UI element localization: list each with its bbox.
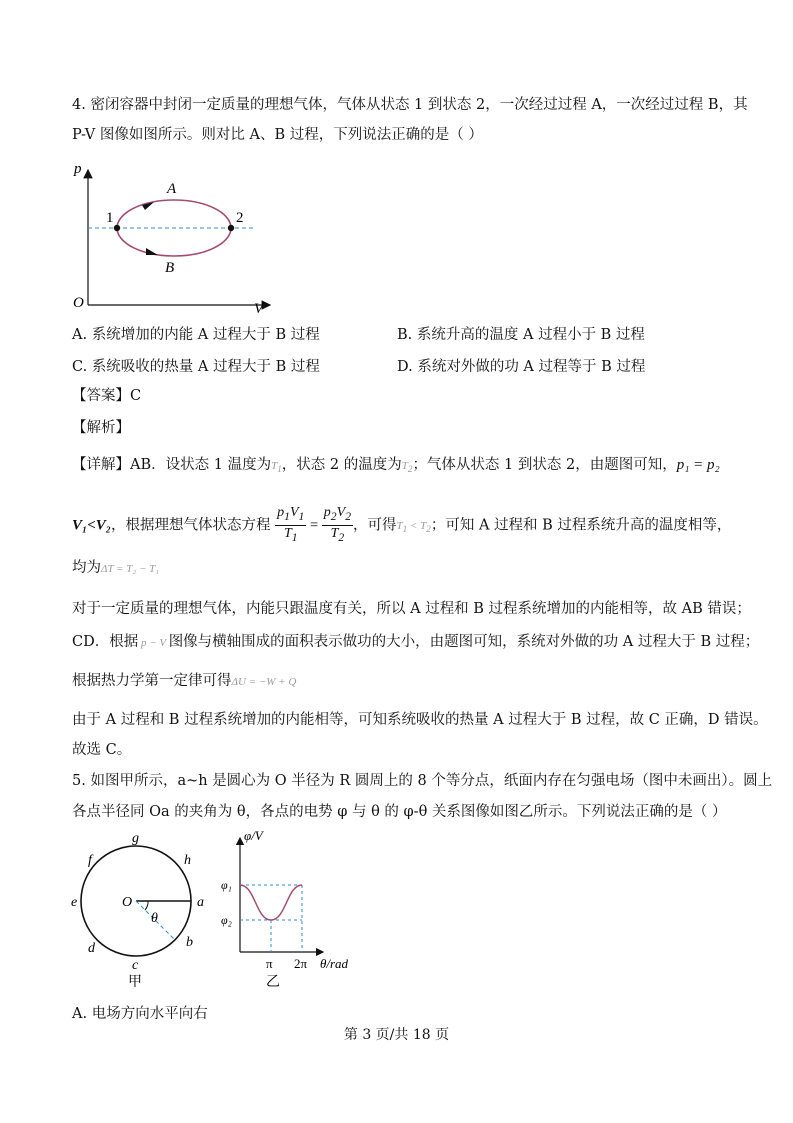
label-a: a bbox=[197, 895, 204, 910]
answer-label: 【答案】 bbox=[72, 388, 130, 404]
q5-phi-theta-graph bbox=[218, 828, 368, 998]
q5-stem-line2: 各点半径同 Oa 的夹角为 θ，各点的电势 φ 与 θ 的 φ-θ 关系图像如图乙所示。下列说法正确的是（ ） bbox=[72, 804, 727, 820]
detail-text: 均为 bbox=[72, 560, 101, 576]
answer-value: C bbox=[130, 388, 142, 404]
detail-text: ；气体从状态 1 到状态 2，由题图可知， bbox=[412, 457, 677, 473]
state-2-label: 2 bbox=[236, 210, 244, 226]
theta-axis-label: θ/rad bbox=[320, 956, 349, 971]
q5-circle-diagram bbox=[66, 828, 216, 998]
detail-text: ，可得 bbox=[353, 517, 397, 534]
temp-inequality: $T_1 < T_2$ bbox=[396, 520, 431, 535]
p-label: p bbox=[74, 161, 82, 177]
first-law-equation: ΔU = −W + Q bbox=[231, 676, 297, 688]
detail-text: CD．根据 bbox=[72, 634, 139, 650]
origin-label: O bbox=[73, 295, 84, 311]
v-label: V bbox=[254, 301, 264, 315]
phi-curve bbox=[240, 885, 302, 920]
state-1-point bbox=[114, 225, 120, 231]
process-b-label: B bbox=[165, 260, 175, 276]
label-b: b bbox=[186, 935, 193, 950]
analysis-label: 【解析】 bbox=[72, 420, 130, 436]
q4-stem-line2: P-V 图像如图所示。则对比 A、B 过程，下列说法正确的是（ ） bbox=[72, 127, 483, 143]
label-c: c bbox=[132, 958, 139, 973]
detail-line6 bbox=[72, 671, 296, 692]
detail-text: ，状态 2 的温度为 bbox=[281, 457, 402, 473]
pi-label: π bbox=[266, 956, 273, 971]
detail-line1 bbox=[72, 455, 720, 479]
detail-text: AB．设状态 1 温度为 bbox=[130, 457, 272, 473]
pv-symbol: p − V bbox=[138, 637, 169, 649]
label-f: f bbox=[88, 853, 92, 868]
detail-text: ，根据理想气体状态方程 bbox=[111, 517, 271, 534]
t1-symbol: $T_1$ bbox=[271, 460, 282, 475]
label-h: h bbox=[184, 853, 191, 868]
delta-t-equation: ΔT = T₂ − T₁ bbox=[101, 563, 160, 575]
detail-line2: V₁<V₂，根据理想气体状态方程 $\frac{p_1V_1}{T_1}$ = $\frac{p_2V_2}{T_2}$ ，可得$T_1 < T_2$；可知 A 过程和 B 过程系统升高的温度相等， bbox=[72, 505, 732, 544]
angle-arc bbox=[145, 901, 148, 910]
detail-text: ；可知 A 过程和 B 过程系统升高的温度相等， bbox=[430, 517, 732, 534]
state-equation-rhs: $\frac{p_2V_2}{T_2}$ bbox=[323, 505, 352, 544]
detail-label: 【详解】 bbox=[72, 457, 130, 473]
t2-symbol: $T_2$ bbox=[401, 460, 413, 475]
detail-line8: 故选 C。 bbox=[72, 742, 132, 758]
q4-pv-diagram bbox=[70, 155, 280, 315]
detail-line3 bbox=[72, 558, 159, 579]
answer-row bbox=[72, 386, 141, 406]
q4-option-c: C. 系统吸收的热量 A 过程大于 B 过程 bbox=[72, 359, 320, 375]
label-o: O bbox=[122, 895, 133, 910]
state-1-label: 1 bbox=[106, 210, 114, 226]
q4-stem-line1: 4. 密闭容器中封闭一定质量的理想气体，气体从状态 1 到状态 2，一次经过过程 A，一次经过过程 B，其 bbox=[72, 97, 748, 113]
detail-text: 根据热力学第一定律可得 bbox=[72, 673, 232, 689]
phi-axis-label: φ/V bbox=[244, 828, 263, 843]
caption-jia: 甲 bbox=[128, 975, 142, 990]
q4-option-b: B. 系统升高的温度 A 过程小于 B 过程 bbox=[397, 327, 645, 343]
process-a-label: A bbox=[167, 181, 177, 197]
phi1-label: φ₁ bbox=[221, 878, 232, 892]
label-d: d bbox=[88, 941, 95, 956]
caption-yi: 乙 bbox=[266, 975, 280, 990]
q4-option-a: A. 系统增加的内能 A 过程大于 B 过程 bbox=[72, 327, 320, 343]
detail-text: 图像与横轴围成的面积表示做功的大小，由题图可知，系统对外做的功 A 过程大于 B 过程； bbox=[168, 634, 760, 650]
state-2-point bbox=[228, 225, 234, 231]
twopi-label: 2π bbox=[294, 956, 308, 971]
detail-line7: 由于 A 过程和 B 过程系统增加的内能相等，可知系统吸收的热量 A 过程大于 B 过程，故 C 正确，D 错误。 bbox=[72, 712, 768, 728]
q5-option-a: A. 电场方向水平向右 bbox=[72, 1006, 208, 1022]
pressure-equation: p₁ = p₂ bbox=[676, 457, 720, 473]
q4-option-d: D. 系统对外做的功 A 过程等于 B 过程 bbox=[397, 359, 646, 375]
volume-inequality: V₁<V₂ bbox=[72, 517, 112, 534]
page-footer: 第 3 页/共 18 页 bbox=[343, 1027, 450, 1043]
label-g: g bbox=[132, 831, 139, 846]
label-theta: θ bbox=[151, 911, 158, 926]
detail-line4: 对于一定质量的理想气体，内能只跟温度有关，所以 A 过程和 B 过程系统增加的内能相等，故 AB 错误； bbox=[72, 601, 751, 617]
phi2-label: φ₂ bbox=[221, 913, 232, 927]
detail-line5 bbox=[72, 632, 759, 653]
q5-stem-line1: 5. 如图甲所示，a~h 是圆心为 O 半径为 R 圆周上的 8 个等分点，纸面内存在匀强电场（图中未画出）。圆上 bbox=[72, 773, 773, 789]
state-equation: $\frac{p_1V_1}{T_1}$ bbox=[277, 505, 305, 544]
label-e: e bbox=[71, 895, 78, 910]
